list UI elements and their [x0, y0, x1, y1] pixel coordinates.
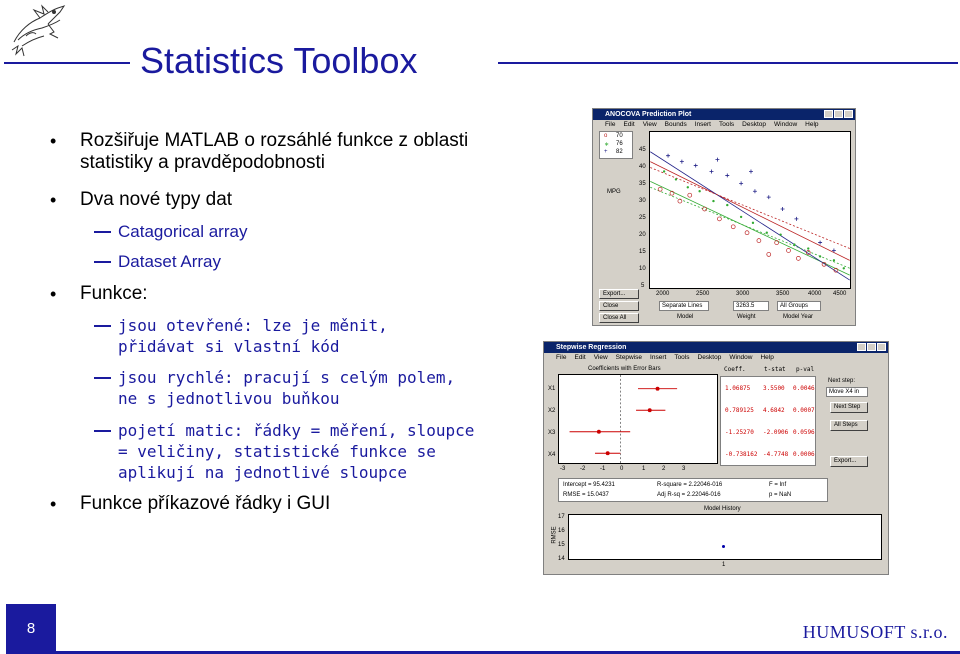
- close-all-button[interactable]: Close All: [599, 313, 639, 323]
- all-steps-button[interactable]: All Steps: [830, 420, 868, 431]
- menu-view[interactable]: View: [642, 121, 657, 128]
- maximize-icon[interactable]: [867, 343, 876, 351]
- xtick: 1: [722, 562, 726, 568]
- stat-rsquare: R-square = 2.22046-016: [657, 482, 723, 488]
- stats-panel: [558, 478, 828, 502]
- next-step-label: Next step:: [828, 378, 856, 384]
- menu-view[interactable]: View: [593, 354, 608, 361]
- model-history-plot: [568, 514, 882, 560]
- bird-logo: [4, 2, 74, 58]
- menu-desktop[interactable]: Desktop: [742, 121, 767, 128]
- slide-title: Statistics Toolbox: [140, 40, 418, 81]
- model-label: Model: [677, 314, 694, 320]
- xtick: 3500: [776, 291, 790, 297]
- sub-bullet-4: jsou rychlé: pracují s celým polem, ne s jednotlivou buňkou: [50, 367, 490, 409]
- row-label-x1: X1: [548, 386, 556, 392]
- menu-insert[interactable]: Insert: [694, 121, 711, 128]
- menu-stepwise[interactable]: Stepwise: [615, 354, 643, 361]
- stat-p: p = NaN: [769, 492, 792, 498]
- xtick: 2500: [696, 291, 710, 297]
- anocova-legend: o 70 ∗ 76 + 82: [599, 131, 633, 159]
- menu-tools[interactable]: Tools: [718, 121, 735, 128]
- stepwise-titlebar: Stepwise Regression: [544, 342, 888, 353]
- model-year-label: Model Year: [783, 314, 814, 320]
- weight-label: Weight: [737, 314, 756, 320]
- ytick: 35: [639, 181, 646, 187]
- table-row: -4.7748: [763, 451, 789, 458]
- minimize-icon[interactable]: [824, 110, 833, 118]
- history-ylabel: RMSE: [551, 526, 558, 544]
- xtick: 3: [682, 466, 686, 472]
- next-step-button[interactable]: Next Step: [830, 402, 868, 413]
- menu-file[interactable]: File: [605, 121, 616, 128]
- minimize-icon[interactable]: [857, 343, 866, 351]
- menu-file[interactable]: File: [556, 354, 567, 361]
- menu-edit[interactable]: Edit: [574, 354, 586, 361]
- menu-desktop[interactable]: Desktop: [697, 354, 722, 361]
- menu-window[interactable]: Window: [774, 121, 798, 128]
- ytick: 16: [558, 528, 565, 534]
- table-row: 4.6842: [763, 407, 785, 414]
- page-number: 8: [6, 604, 56, 654]
- ytick: 17: [558, 514, 565, 520]
- row-label-x4: X4: [548, 452, 556, 458]
- xtick: 4500: [833, 291, 847, 297]
- menu-insert[interactable]: Insert: [650, 354, 667, 361]
- sub-bullet-5: pojetí matic: řádky = měření, sloupce = veličiny, statistické funkce se aplikují na jednotlivé sloupce: [50, 420, 490, 483]
- model-select[interactable]: Separate Lines: [659, 301, 709, 311]
- ytick: 25: [639, 215, 646, 221]
- close-icon[interactable]: [877, 343, 886, 351]
- xtick: 3000: [736, 291, 750, 297]
- history-point: [722, 545, 725, 548]
- coeff-plot-title: Coefficients with Error Bars: [588, 366, 661, 372]
- sub-bullet-1: Catagorical array: [50, 221, 490, 242]
- weight-field[interactable]: 3263.5: [733, 301, 769, 311]
- xtick: -1: [600, 466, 606, 472]
- ytick: 14: [558, 556, 565, 562]
- xtick: 4000: [808, 291, 822, 297]
- title-rule-left: [4, 62, 130, 64]
- xtick: 0: [620, 466, 624, 472]
- bullet-4: • Funkce příkazové řádky i GUI: [50, 493, 490, 515]
- table-row: 3.5500: [763, 385, 785, 392]
- title-rule-right: [498, 62, 958, 64]
- table-row: 0.0596: [793, 429, 815, 436]
- table-row: 0.0007: [793, 407, 815, 414]
- maximize-icon[interactable]: [834, 110, 843, 118]
- company-name: HUMUSOFT s.r.o.: [802, 622, 948, 642]
- model-history-title: Model History: [704, 506, 741, 512]
- stat-rmse: RMSE = 15.0437: [563, 492, 609, 498]
- coefficient-plot: [558, 374, 718, 464]
- ytick: 30: [639, 198, 646, 204]
- ytick: 40: [639, 164, 646, 170]
- table-row: 1.06875: [725, 385, 751, 392]
- table-row: 0.0006: [793, 451, 815, 458]
- header-coeff: Coeff.: [724, 366, 746, 373]
- row-label-x3: X3: [548, 430, 556, 436]
- stepwise-menubar: [544, 353, 888, 363]
- table-row: -0.738162: [725, 451, 758, 458]
- menu-window[interactable]: Window: [729, 354, 753, 361]
- next-step-field[interactable]: Move X4 in: [826, 387, 868, 397]
- xtick: 2000: [656, 291, 670, 297]
- menu-tools[interactable]: Tools: [674, 354, 690, 361]
- row-label-x2: X2: [548, 408, 556, 414]
- close-icon[interactable]: [844, 110, 853, 118]
- table-row: 0.789125: [725, 407, 754, 414]
- menu-bounds[interactable]: Bounds: [664, 121, 687, 128]
- close-button[interactable]: Close: [599, 301, 639, 311]
- ytick: 20: [639, 232, 646, 238]
- sub-bullet-3: jsou otevřené: lze je měnit, přidávat si vlastní kód: [50, 315, 490, 357]
- anocova-scatter-plot: [649, 131, 851, 289]
- xtick: 2: [662, 466, 666, 472]
- stat-adj-rsq: Adj R-sq = 2.22046-016: [657, 492, 721, 498]
- anocova-ylabel: MPG: [607, 189, 621, 195]
- menu-help[interactable]: Help: [760, 354, 774, 361]
- table-row: -1.25270: [725, 429, 754, 436]
- header-tstat: t-stat: [764, 366, 786, 373]
- stepwise-window: [543, 341, 889, 575]
- anocova-window: [592, 108, 856, 326]
- anocova-menubar: [593, 120, 855, 130]
- export-button[interactable]: Export...: [830, 456, 868, 467]
- coeff-table: [720, 376, 816, 466]
- ytick: 10: [639, 266, 646, 272]
- bullet-1: • Rozšiřuje MATLAB o rozsáhlé funkce z oblasti statistiky a pravděpodobnosti: [50, 130, 490, 174]
- header-pval: p-val: [796, 366, 815, 373]
- ytick: 5: [641, 283, 645, 289]
- table-row: 0.0046: [793, 385, 815, 392]
- model-year-select[interactable]: All Groups: [777, 301, 821, 311]
- sub-bullet-2: Dataset Array: [50, 251, 490, 272]
- ytick: 15: [558, 542, 565, 548]
- stat-f: F = Inf: [769, 482, 787, 488]
- ytick: 15: [639, 249, 646, 255]
- export-button[interactable]: Export...: [599, 289, 639, 299]
- bullet-2: • Dva nové typy dat: [50, 189, 490, 211]
- bullet-list: [50, 130, 490, 515]
- xtick: -3: [560, 466, 566, 472]
- menu-help[interactable]: Help: [805, 121, 819, 128]
- xtick: -2: [580, 466, 586, 472]
- bullet-3: • Funkce:: [50, 283, 490, 305]
- xtick: 1: [642, 466, 646, 472]
- menu-edit[interactable]: Edit: [623, 121, 635, 128]
- table-row: -2.0906: [763, 429, 789, 436]
- stat-intercept: Intercept = 95.4231: [563, 482, 615, 488]
- anocova-titlebar: ANOCOVA Prediction Plot: [593, 109, 855, 120]
- ytick: 45: [639, 147, 646, 153]
